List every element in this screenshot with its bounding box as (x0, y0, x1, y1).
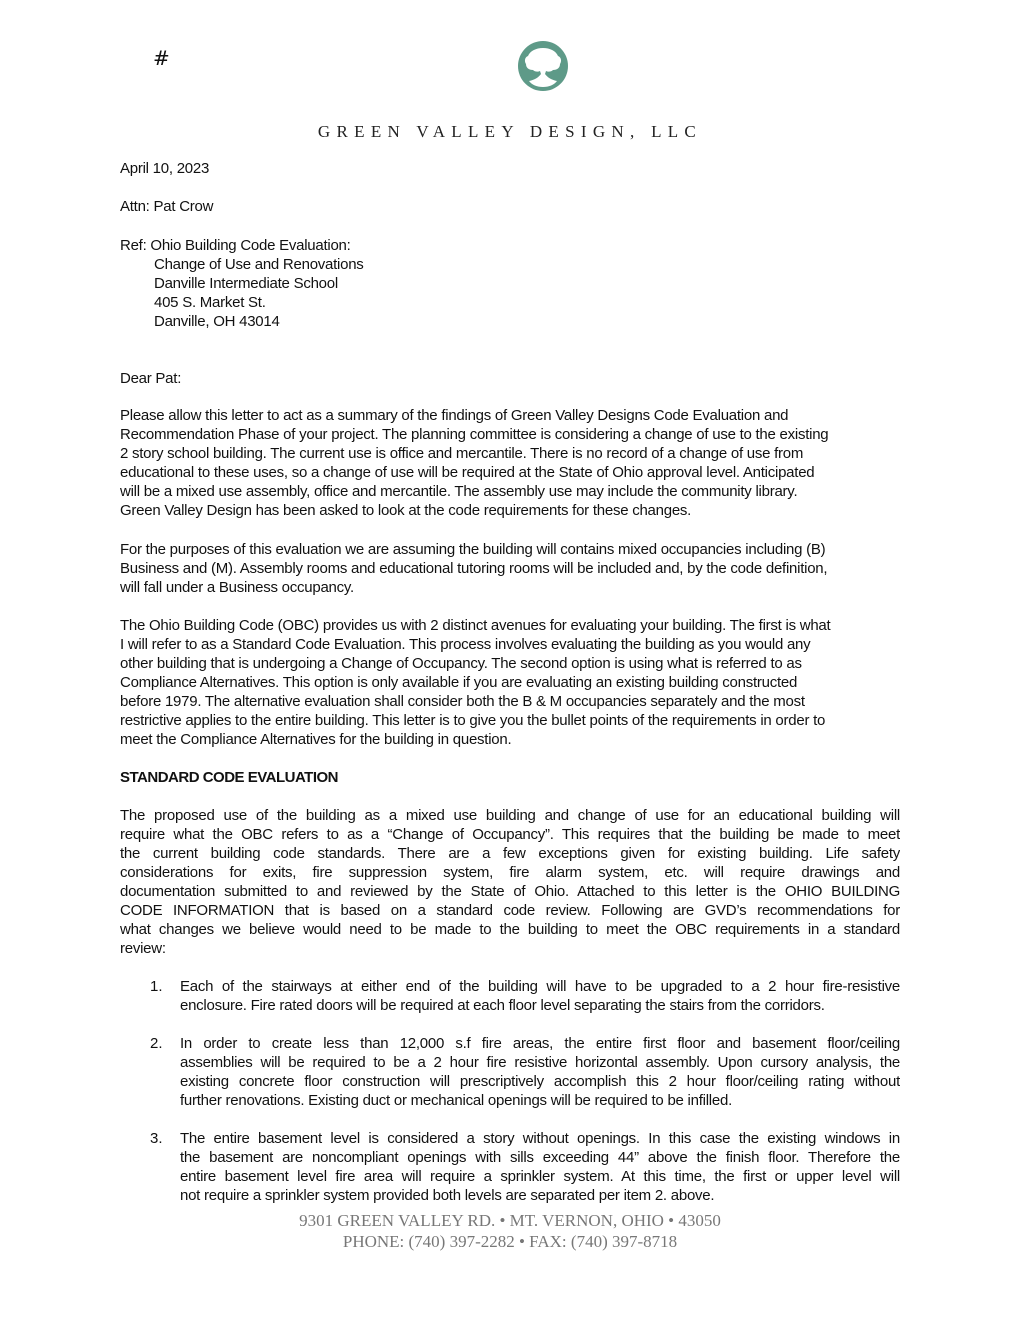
paragraph (120, 406, 900, 520)
tree-logo-icon (517, 40, 569, 92)
list-number: 3. (150, 1130, 163, 1147)
paragraph (120, 806, 900, 958)
text-line: review: (120, 940, 166, 957)
text-line: Green Valley Design has been asked to look at the code requirements for these changes. (120, 502, 692, 519)
footer-address: 9301 GREEN VALLEY RD. • MT. VERNON, OHIO • 43050 (299, 1211, 721, 1230)
reference-line: 405 S. Market St. (154, 294, 266, 311)
text-line: Business and (M). Assembly rooms and educational tutoring rooms will be included and, by the code definition, (120, 560, 828, 577)
company-name: GREEN VALLEY DESIGN, LLC (317, 122, 703, 141)
paragraph (120, 540, 900, 597)
text-line: restrictive applies to the entire building. This letter is to give you the bullet points of the requirements in order to (120, 712, 826, 729)
list-number: 2. (150, 1035, 163, 1052)
letter-date: April 10, 2023 (120, 160, 210, 177)
text-line: require what the OBC refers to as a “Change of Occupancy”. This requires that the building be made to meet (120, 826, 900, 843)
text-line: Each of the stairways at either end of the building will have to be upgraded to a 2 hour fire-resistive (180, 978, 900, 995)
salutation: Dear Pat: (120, 370, 182, 387)
text-line: will fall under a Business occupancy. (120, 579, 354, 596)
text-line: what changes we believe would need to be made to the building to meet the OBC requirements in a standard (120, 921, 900, 938)
text-line: further renovations. Existing duct or mechanical openings will be required to be infilled. (180, 1092, 732, 1109)
reference-label: Ref: Ohio Building Code Evaluation: (120, 237, 351, 254)
text-line: Compliance Alternatives. This option is only available if you are evaluating an existing building constructed (120, 674, 798, 691)
text-line: existing concrete floor construction will prescriptively accomplish this 2 hour floor/ceiling rating without (180, 1073, 900, 1090)
text-line: entire basement level fire area will require a sprinkler system. At this time, the first or upper level will (180, 1168, 900, 1185)
reference-line: Danville Intermediate School (154, 275, 338, 292)
footer-phone: PHONE: (740) 397-2282 • FAX: (740) 397-8718 (342, 1232, 678, 1251)
paragraph (120, 616, 900, 749)
text-line: the current building code standards. There are a few exceptions given for existing building. Life safety (120, 845, 900, 862)
text-line: 2 story school building. The current use is office and mercantile. There is no record of a change of use from (120, 445, 804, 462)
text-line: educational to these uses, so a change of use will be required at the State of Ohio approval level. Anticipated (120, 464, 815, 481)
text-line: the basement are noncompliant openings with sills exceeding 44” above the finish floor. Therefore the (180, 1149, 900, 1166)
text-line: Please allow this letter to act as a summary of the findings of Green Valley Designs Code Evaluation and (120, 407, 789, 424)
text-line: In order to create less than 12,000 s.f fire areas, the entire first floor and basement floor/ceiling (180, 1035, 900, 1052)
section-heading: STANDARD CODE EVALUATION (120, 769, 338, 786)
text-line: other building that is undergoing a Change of Occupancy. The second option is using what is referred to as (120, 655, 802, 672)
list-text (180, 1129, 900, 1205)
attention-line: Attn: Pat Crow (120, 198, 214, 215)
text-line: meet the Compliance Alternatives for the building in question. (120, 731, 512, 748)
text-line: assemblies will be required to be a 2 hour fire resistive horizontal assembly. Upon cursory analysis, the (180, 1054, 900, 1071)
reference-line: Change of Use and Renovations (154, 256, 364, 273)
text-line: The entire basement level is considered a story without openings. In this case the existing windows in (180, 1130, 900, 1147)
text-line: I will refer to as a Standard Code Evaluation. This process involves evaluating the building as you would any (120, 636, 811, 653)
header-mark: # (153, 46, 170, 70)
text-line: Recommendation Phase of your project. The planning committee is considering a change of use to the existing (120, 426, 829, 443)
text-line: For the purposes of this evaluation we are assuming the building will contains mixed occupancies including (B) (120, 541, 826, 558)
reference-block (120, 236, 900, 331)
list-text (180, 977, 900, 1015)
list-number: 1. (150, 978, 163, 995)
text-line: The Ohio Building Code (OBC) provides us with 2 distinct avenues for evaluating your building. The first is what (120, 617, 831, 634)
footer (0, 1210, 1020, 1252)
text-line: considerations for exits, fire suppression system, fire alarm system, etc. will require drawings and (120, 864, 900, 881)
text-line: enclosure. Fire rated doors will be required at each floor level separating the stairs from the corridors. (180, 997, 825, 1014)
reference-line: Danville, OH 43014 (154, 313, 280, 330)
text-line: CODE INFORMATION that is based on a standard code review. Following are GVD’s recommendations for (120, 902, 900, 919)
list-text (180, 1034, 900, 1110)
text-line: will be a mixed use assembly, office and mercantile. The assembly use may include the community library. (120, 483, 798, 500)
text-line: The proposed use of the building as a mixed use building and change of use for an educational building will (120, 807, 900, 824)
text-line: before 1979. The alternative evaluation shall consider both the B & M occupancies separately and the most (120, 693, 805, 710)
text-line: not require a sprinkler system provided both levels are separated per item 2. above. (180, 1187, 715, 1204)
text-line: documentation submitted to and reviewed by the State of Ohio. Attached to this letter is the OHIO BUILDING (120, 883, 900, 900)
